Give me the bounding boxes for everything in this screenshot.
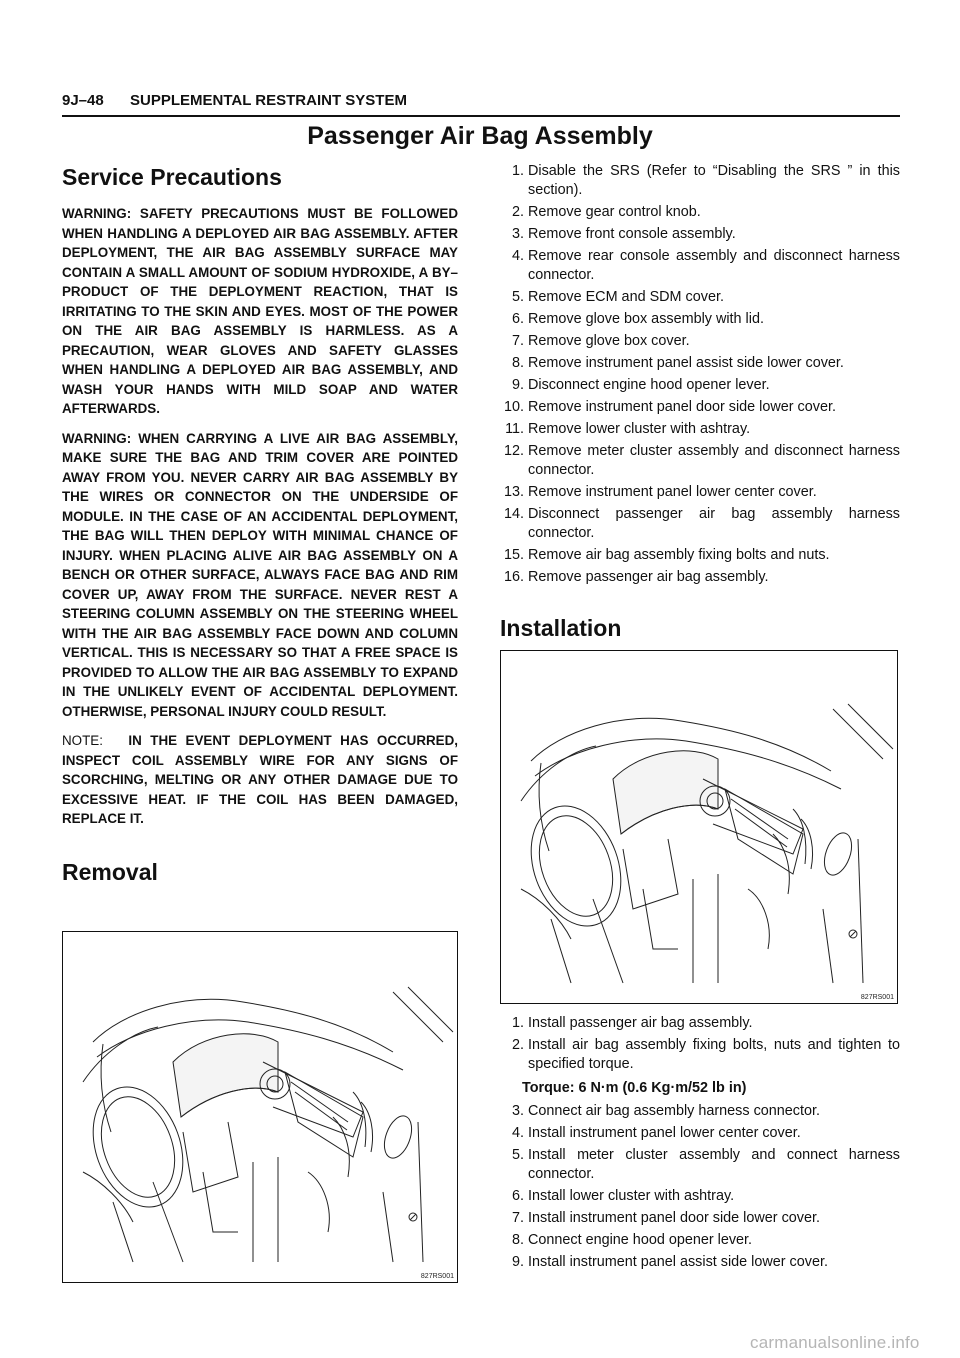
step-text: Connect air bag assembly harness connector.	[528, 1103, 820, 1119]
step-item	[500, 203, 900, 222]
step-text: Connect engine hood opener lever.	[528, 1232, 753, 1248]
step-item	[500, 1036, 900, 1074]
step-item	[500, 483, 900, 502]
step-item	[500, 1187, 900, 1206]
step-number: 15.	[503, 547, 524, 563]
installation-steps-list-b	[500, 1102, 900, 1272]
right-column	[500, 162, 900, 643]
step-item	[500, 568, 900, 587]
removal-illustration	[62, 931, 458, 1283]
installation-illustration	[500, 650, 898, 1004]
step-item	[500, 332, 900, 351]
step-text: Remove lower cluster with ashtray.	[528, 421, 751, 437]
step-item	[500, 546, 900, 565]
step-item	[500, 376, 900, 395]
step-text: Install instrument panel assist side lower cover.	[528, 1254, 828, 1270]
step-number: 4.	[511, 248, 524, 264]
step-item	[500, 398, 900, 417]
step-item	[500, 162, 900, 200]
note-coil-assembly	[62, 731, 458, 829]
step-text: Disable the SRS (Refer to “Disabling the SRS ” in this section).	[528, 163, 900, 198]
step-text: Install lower cluster with ashtray.	[528, 1188, 735, 1204]
step-number: 1.	[511, 163, 524, 179]
step-item	[500, 1209, 900, 1228]
step-item	[500, 310, 900, 329]
step-number: 16.	[503, 569, 524, 585]
figure-code: 827RS001	[420, 1273, 454, 1280]
torque-spec: Torque: 6 N·m (0.6 Kg·m/52 lb in)	[522, 1080, 747, 1096]
step-text: Install instrument panel lower center cover.	[528, 1125, 801, 1141]
step-text: Remove glove box assembly with lid.	[528, 311, 764, 327]
step-number: 7.	[511, 333, 524, 349]
step-item	[500, 1146, 900, 1184]
dashboard-airbag-removal-drawing	[63, 932, 457, 1282]
warning-deployed-airbag: WARNING: SAFETY PRECAUTIONS MUST BE FOLLOWED WHEN HANDLING A DEPLOYED AIR BAG ASSEMBLY. AFTER DEPLOYMENT, THE AIR BAG ASSEMBLY SURFACE MAY CONTAIN A SMALL AMOUNT OF SODIUM HYDROXIDE, A BY–PRODUCT OF THE DEPLOYMENT REACTION, THAT IS IRRITATING TO THE SKIN AND EYES. MOST OF THE POWER ON THE AIR BAG ASSEMBLY IS HARMLESS. AS A PRECAUTION, WEAR GLOVES AND SAFETY GLASSES WHEN HANDLING A DEPLOYED AIR BAG ASSEMBLY, AND WASH YOUR HANDS WITH MILD SOAP AND WATER AFTERWARDS.	[62, 206, 458, 416]
step-number: 2.	[511, 204, 524, 220]
step-text: Remove passenger air bag assembly.	[528, 569, 769, 585]
step-number: 6.	[511, 1188, 524, 1204]
step-number: 4.	[511, 1125, 524, 1141]
step-text: Remove instrument panel door side lower cover.	[528, 399, 836, 415]
step-text: Remove ECM and SDM cover.	[528, 289, 724, 305]
step-item	[500, 1124, 900, 1143]
note-label: NOTE:	[62, 733, 103, 748]
step-number: 13.	[503, 484, 524, 500]
step-item	[500, 442, 900, 480]
service-precautions-heading: Service Precautions	[62, 164, 282, 190]
step-item	[500, 288, 900, 307]
site-watermark: carmanualsonline.info	[750, 1333, 920, 1352]
step-number: 3.	[511, 226, 524, 242]
left-column	[62, 162, 458, 887]
page-number: 9J–48	[62, 92, 104, 109]
step-text: Install meter cluster assembly and connect harness connector.	[528, 1147, 900, 1182]
step-text: Install instrument panel door side lower cover.	[528, 1210, 820, 1226]
step-number: 8.	[511, 1232, 524, 1248]
step-text: Install passenger air bag assembly.	[528, 1015, 753, 1031]
step-number: 3.	[511, 1103, 524, 1119]
warning-live-airbag: WARNING: WHEN CARRYING A LIVE AIR BAG ASSEMBLY, MAKE SURE THE BAG AND TRIM COVER ARE POINTED AWAY FROM YOU. NEVER CARRY AIR BAG ASSEMBLY BY THE WIRES OR CONNECTOR ON THE UNDERSIDE OF MODULE. IN THE CASE OF AN ACCIDENTAL DEPLOYMENT, THE BAG WILL THEN DEPLOY WITH MINIMAL CHANCE OF INJURY. WHEN PLACING ALIVE AIR BAG ASSEMBLY ON A BENCH OR OTHER SURFACE, ALWAYS FACE BAG AND RIM COVER UP, AWAY FROM THE SURFACE. NEVER REST A STEERING COLUMN ASSEMBLY ON THE STEERING WHEEL WITH THE AIR BAG ASSEMBLY FACE DOWN AND COLUMN VERTICAL. THIS IS NECESSARY SO THAT A FREE SPACE IS PROVIDED TO ALLOW THE AIR BAG ASSEMBLY TO EXPAND IN THE UNLIKELY EVENT OF ACCIDENTAL DEPLOYMENT. OTHERWISE, PERSONAL INJURY COULD RESULT.	[62, 430, 458, 719]
step-text: Remove instrument panel assist side lower cover.	[528, 355, 844, 371]
step-number: 8.	[511, 355, 524, 371]
step-text: Remove front console assembly.	[528, 226, 736, 242]
step-item	[500, 1014, 900, 1033]
removal-heading: Removal	[62, 858, 158, 885]
installation-steps	[500, 1014, 900, 1275]
step-number: 7.	[511, 1210, 524, 1226]
step-text: Install air bag assembly fixing bolts, nuts and tighten to specified torque.	[528, 1037, 900, 1072]
step-item	[500, 505, 900, 543]
installation-heading: Installation	[500, 615, 622, 641]
step-text: Disconnect engine hood opener lever.	[528, 377, 770, 393]
step-text: Remove gear control knob.	[528, 204, 701, 220]
step-number: 9.	[511, 377, 524, 393]
step-number: 9.	[511, 1254, 524, 1270]
step-number: 1.	[511, 1015, 524, 1031]
step-number: 2.	[511, 1037, 524, 1053]
step-item	[500, 247, 900, 285]
section-title: SUPPLEMENTAL RESTRAINT SYSTEM	[130, 92, 407, 109]
figure-code: 827RS001	[860, 994, 894, 1001]
step-number: 5.	[511, 289, 524, 305]
installation-steps-list-a	[500, 1014, 900, 1074]
step-text: Remove meter cluster assembly and disconnect harness connector.	[528, 443, 900, 478]
note-text: IN THE EVENT DEPLOYMENT HAS OCCURRED, INSPECT COIL ASSEMBLY WIRE FOR ANY SIGNS OF SCORCHING, MELTING OR ANY OTHER DAMAGE DUE TO EXCESSIVE HEAT. IF THE COIL HAS BEEN DAMAGED, REPLACE IT.	[62, 733, 458, 826]
step-number: 12.	[503, 443, 524, 459]
step-text: Remove instrument panel lower center cover.	[528, 484, 817, 500]
step-item	[500, 1102, 900, 1121]
step-item	[500, 354, 900, 373]
step-item	[500, 225, 900, 244]
step-item	[500, 1231, 900, 1250]
step-text: Remove glove box cover.	[528, 333, 690, 349]
step-item	[500, 1253, 900, 1272]
step-number: 11.	[505, 421, 524, 437]
step-number: 6.	[511, 311, 524, 327]
step-number: 14.	[503, 506, 524, 522]
removal-steps-list	[500, 162, 900, 587]
step-item	[500, 420, 900, 439]
header-rule	[62, 115, 900, 117]
step-number: 10.	[503, 399, 524, 415]
step-text: Remove air bag assembly fixing bolts and nuts.	[528, 547, 830, 563]
step-number: 5.	[511, 1147, 524, 1163]
step-text: Disconnect passenger air bag assembly harness connector.	[528, 506, 900, 541]
page-title: Passenger Air Bag Assembly	[307, 122, 653, 150]
dashboard-airbag-installation-drawing	[501, 651, 897, 1003]
step-text: Remove rear console assembly and disconnect harness connector.	[528, 248, 900, 283]
